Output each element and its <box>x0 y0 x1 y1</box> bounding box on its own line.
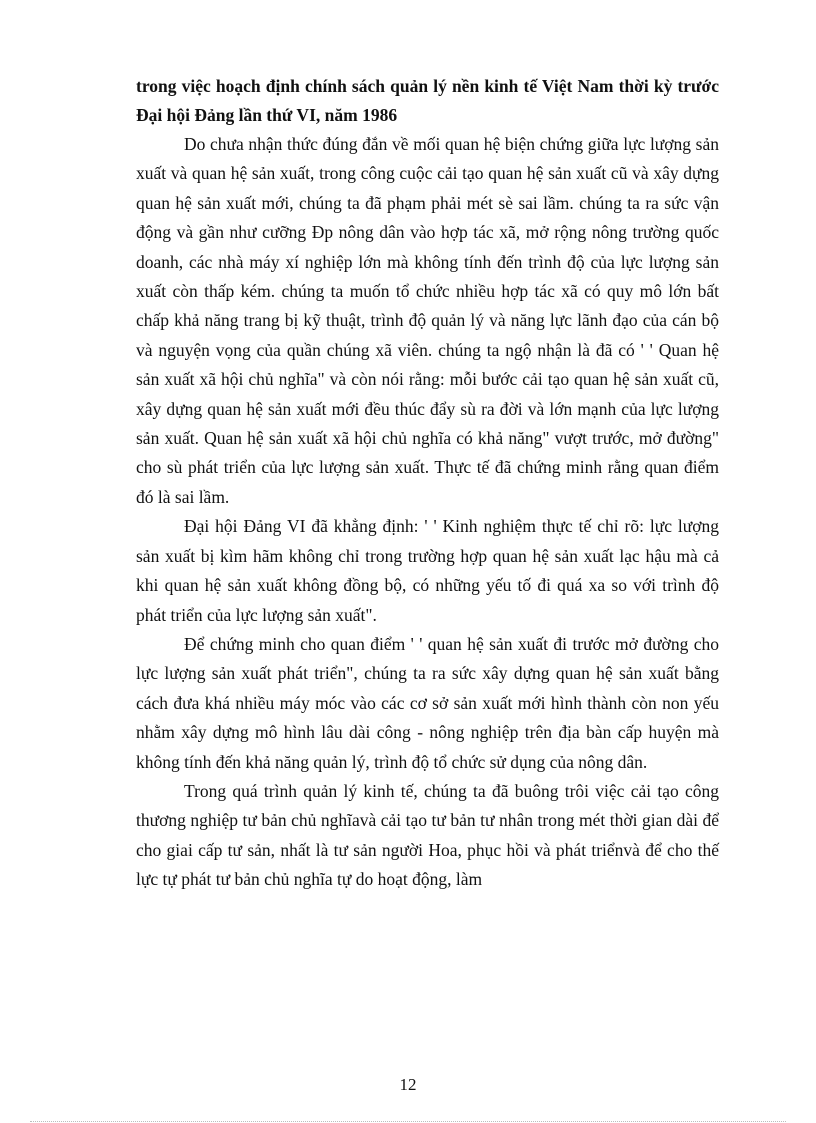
page-number: 12 <box>399 1075 417 1094</box>
paragraph-1: Do chưa nhận thức đúng đắn về mối quan hệ biện chứng giữa lực lượng sản xuất và quan hệ sản xuất, trong công cuộc cải tạo quan hệ sản xuất cũ và xây dựng quan hệ sản xuất mới, chúng ta đã phạm phải mét sè sai lầm. chúng ta ra sức vận động và gần như cưỡng Đp nông dân vào hợp tác xã, mở rộng nông trường quốc doanh, các nhà máy xí nghiệp lớn mà không tính đến trình độ của lực lượng sản xuất còn thấp kém. chúng ta muốn tổ chức nhiều hợp tác xã có quy mô lớn bất chấp khả năng trang bị kỹ thuật, trình độ quản lý và năng lực lãnh đạo của cán bộ và nguyện vọng của quần chúng xã viên. chúng ta ngộ nhận là đã có ' ' Quan hệ sản xuất xã hội chủ nghĩa" và còn nói rằng: mỗi bước cải tạo quan hệ sản xuất cũ, xây dựng quan hệ sản xuất mới đều thúc đẩy sù ra đời và lớn mạnh của lực lượng sản xuất. Quan hệ sản xuất xã hội chủ nghĩa có khả năng" vượt trước, mở đường" cho sù phát triển của lực lượng sản xuất. Thực tế đã chứng minh rằng quan điểm đó là sai lầm. <box>136 134 719 507</box>
paragraph-2: Đại hội Đảng VI đã khẳng định: ' ' Kinh nghiệm thực tế chỉ rõ: lực lượng sản xuất bị kìm hãm không chỉ trong trường hợp quan hệ sản xuất lạc hậu mà cả khi quan hệ sản xuất không đồng bộ, có những yếu tố đi quá xa so với trình độ phát triển của lực lượng sản xuất". <box>136 516 719 625</box>
page-bottom-divider <box>30 1121 786 1122</box>
page-body <box>136 72 719 895</box>
section-heading: trong việc hoạch định chính sách quản lý nền kinh tế Việt Nam thời kỳ trước Đại hội Đảng lần thứ VI, năm 1986 <box>136 76 719 125</box>
paragraph-3: Để chứng minh cho quan điểm ' ' quan hệ sản xuất đi trước mở đường cho lực lượng sản xuất phát triển", chúng ta ra sức xây dựng quan hệ sản xuất bằng cách đưa khá nhiều máy móc vào các cơ sở sản xuất mới hình thành còn non yếu nhằm xây dựng mô hình lâu dài công - nông nghiệp trên địa bàn cấp huyện mà không tính đến khả năng quản lý, trình độ tổ chức sử dụng của nông dân. <box>136 633 719 772</box>
paragraph-4: Trong quá trình quản lý kinh tế, chúng ta đã buông trôi việc cải tạo công thương nghiệp tư bản chủ nghĩavà cải tạo tư bản tư nhân trong mét thời gian dài để cho giai cấp tư sản, nhất là tư sản người Hoa, phục hồi và phát triểnvà để cho thế lực tự phát tư bản chủ nghĩa tự do hoạt động, làm <box>136 780 719 890</box>
